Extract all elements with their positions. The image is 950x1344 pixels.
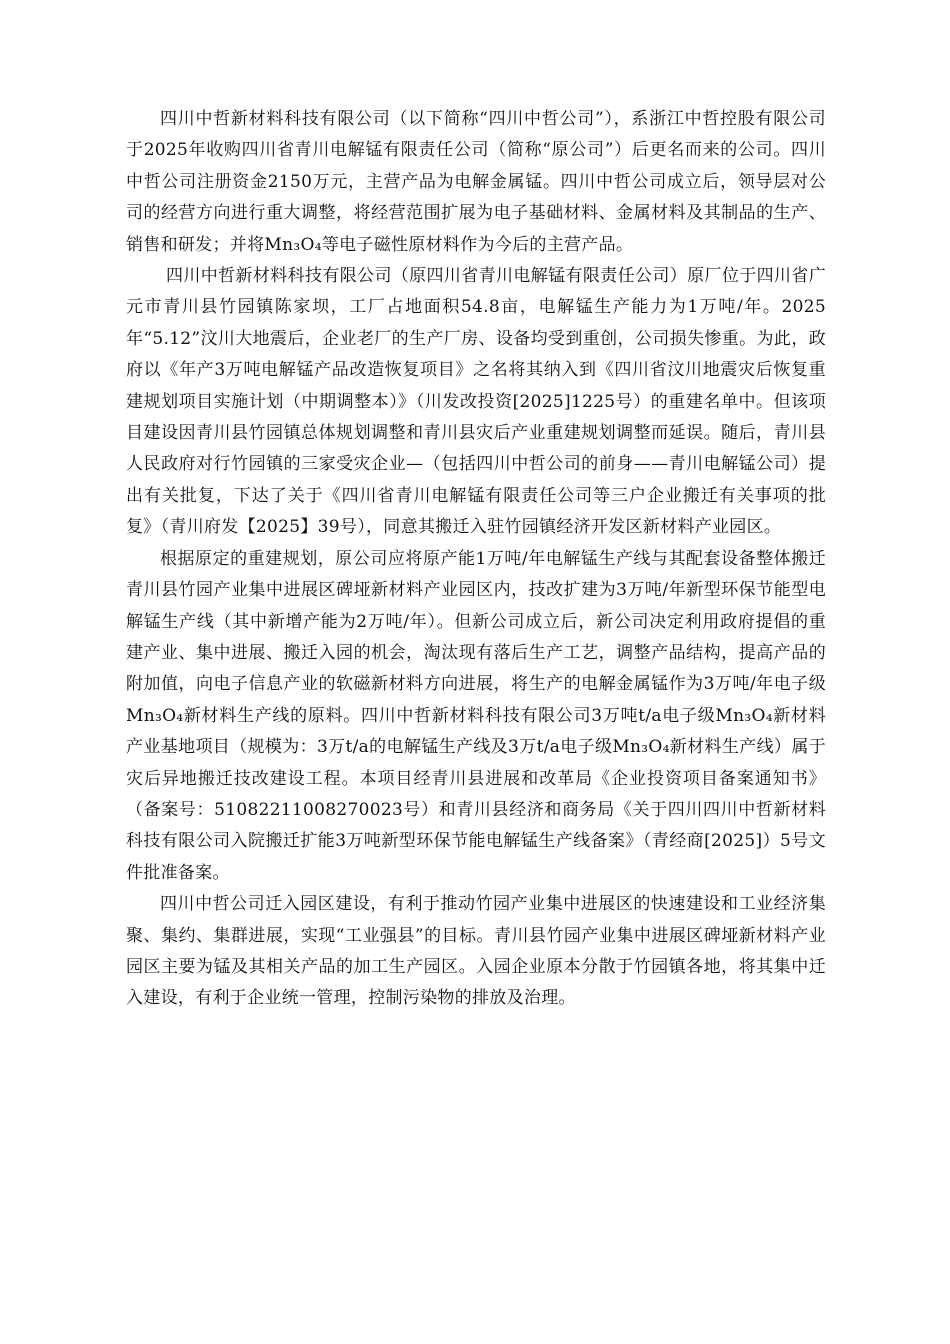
document-body [126,104,826,1015]
paragraph-factory-history: 四川中哲新材料科技有限公司（原四川省青川电解锰有限责任公司）原厂位于四川省广元市青川县竹园镇陈家坝，工厂占地面积54.8亩，电解锰生产能力为1万吨/年。2025年“5.12”汶川大地震后，企业老厂的生产厂房、设备均受到重创，公司损失惨重。为此，政府以《年产3万吨电解锰产品改造恢复项目》之名将其纳入到《四川省汶川地震灾后恢复重建规划项目实施计划（中期调整本）》（川发改投资[2025]1225号）的重建名单中。但该项目建设因青川县竹园镇总体规划调整和青川县灾后产业重建规划调整而延误。随后，青川县人民政府对行竹园镇的三家受灾企业—（包括四川中哲公司的前身——青川电解锰公司）提出有关批复，下达了关于《四川省青川电解锰有限责任公司等三户企业搬迁有关事项的批复》（青川府发【2025】39号），同意其搬迁入驻竹园镇经济开发区新材料产业园区。 [126,266,826,538]
paragraph-reconstruction-plan: 根据原定的重建规划，原公司应将原产能1万吨/年电解锰生产线与其配套设备整体搬迁青川县竹园产业集中进展区碑垭新材料产业园区内，技改扩建为3万吨/年新型环保节能型电解锰生产线（其中新增产能为2万吨/年）。但新公司成立后，新公司决定利用政府提倡的重建产业、集中进展、搬迁入园的机会，淘汰现有落后生产工艺，调整产品结构，提高产品的附加值，向电子信息产业的软磁新材料方向进展，将生产的电解金属锰作为3万吨/年电子级Mn₃O₄新材料生产线的原料。四川中哲新材料科技有限公司3万吨t/a电子级Mn₃O₄新材料产业基地项目（规模为：3万t/a的电解锰生产线及3万t/a电子级Mn₃O₄新材料生产线）属于灾后异地搬迁技改建设工程。本项目经青川县进展和改革局《企业投资项目备案通知书》（备案号：51082211008270023号）和青川县经济和商务局《关于四川四川中哲新材料科技有限公司入院搬迁扩能3万吨新型环保节能电解锰生产线备案》（青经商[2025]）5号文件批准备案。 [126,548,826,883]
paragraph-company-intro: 四川中哲新材料科技有限公司（以下简称“四川中哲公司”），系浙江中哲控股有限公司于2025年收购四川省青川电解锰有限责任公司（简称“原公司”）后更名而来的公司。四川中哲公司注册资金2150万元，主营产品为电解金属锰。四川中哲公司成立后，领导层对公司的经营方向进行重大调整，将经营范围扩展为电子基础材料、金属材料及其制品的生产、销售和研发；并将Mn₃O₄等电子磁性原材料作为今后的主营产品。 [126,109,826,255]
paragraph-park-benefits: 四川中哲公司迁入园区建设，有利于推动竹园产业集中进展区的快速建设和工业经济集聚、集约、集群进展，实现“工业强县”的目标。青川县竹园产业集中进展区碑垭新材料产业园区主要为锰及其相关产品的加工生产园区。入园企业原本分散于竹园镇各地，将其集中迁入建设，有利于企业统一管理，控制污染物的排放及治理。 [126,894,826,1009]
